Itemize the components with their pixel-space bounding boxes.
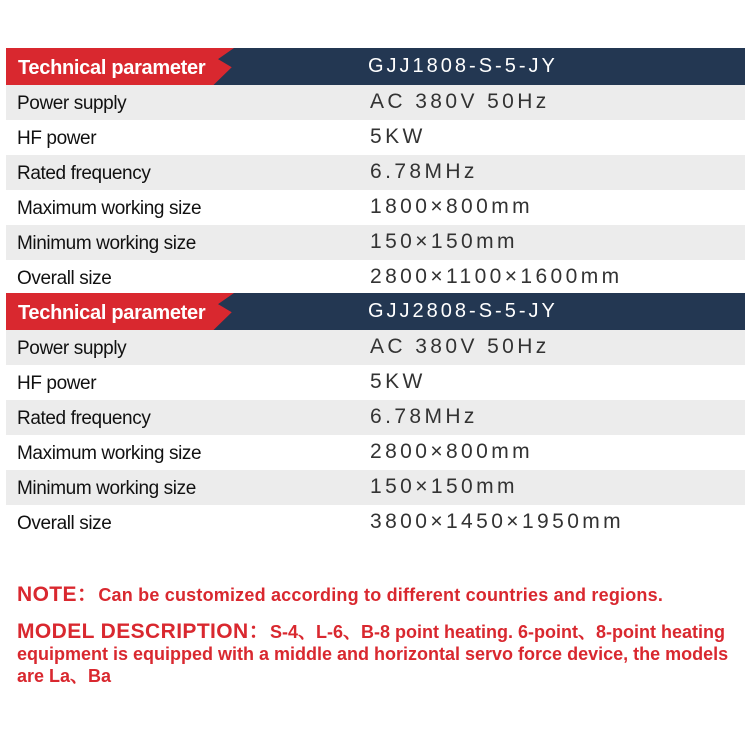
param-value: 3800×1450×1950mm [370,510,625,533]
param-value: 5KW [370,125,426,148]
table-row [6,505,745,540]
param-value: AC 380V 50Hz [370,335,550,358]
param-name: Rated frequency [17,163,151,184]
param-value: 6.78MHz [370,405,478,428]
table-row [6,225,745,260]
model-description-text: S-4、L-6、B-8 point heating. 6-point、8-point heating equipment is equipped with a middle and horizontal servo force device, the models are La、Ba [17,622,729,686]
table-row [6,260,745,295]
model-number: GJJ2808-S-5-JY [368,300,558,322]
param-name: Overall size [17,268,112,289]
param-name: HF power [17,373,97,394]
table-row [6,435,745,470]
table-row [6,85,745,120]
table-row [6,330,745,365]
param-value: 2800×1100×1600mm [370,265,623,288]
param-name: Rated frequency [17,408,151,429]
model-description [17,621,737,688]
table-row [6,120,745,155]
spec-table-2 [6,293,745,540]
param-value: 150×150mm [370,475,518,498]
param-value: 2800×800mm [370,440,534,463]
param-name: HF power [17,128,97,149]
table-row [6,400,745,435]
param-value: 150×150mm [370,230,518,253]
note-text: Can be customized according to different countries and regions. [98,585,664,605]
param-value: 5KW [370,370,426,393]
model-description-label: MODEL DESCRIPTION： [17,620,270,643]
table-header [6,293,745,330]
param-name: Maximum working size [17,443,202,464]
param-name: Overall size [17,513,112,534]
param-name: Maximum working size [17,198,202,219]
note-label: NOTE： [17,583,99,606]
table-row [6,190,745,225]
table-row [6,365,745,400]
model-number: GJJ1808-S-5-JY [368,55,558,77]
param-value: 6.78MHz [370,160,478,183]
note [17,578,742,608]
header-label: Technical parameter [18,302,206,324]
param-name: Minimum working size [17,233,196,254]
table-header [6,48,745,85]
header-label: Technical parameter [18,57,206,79]
param-value: 1800×800mm [370,195,534,218]
spec-table-1 [6,48,745,295]
param-name: Power supply [17,93,127,114]
param-name: Power supply [17,338,127,359]
table-row [6,470,745,505]
param-name: Minimum working size [17,478,196,499]
param-value: AC 380V 50Hz [370,90,550,113]
table-row [6,155,745,190]
